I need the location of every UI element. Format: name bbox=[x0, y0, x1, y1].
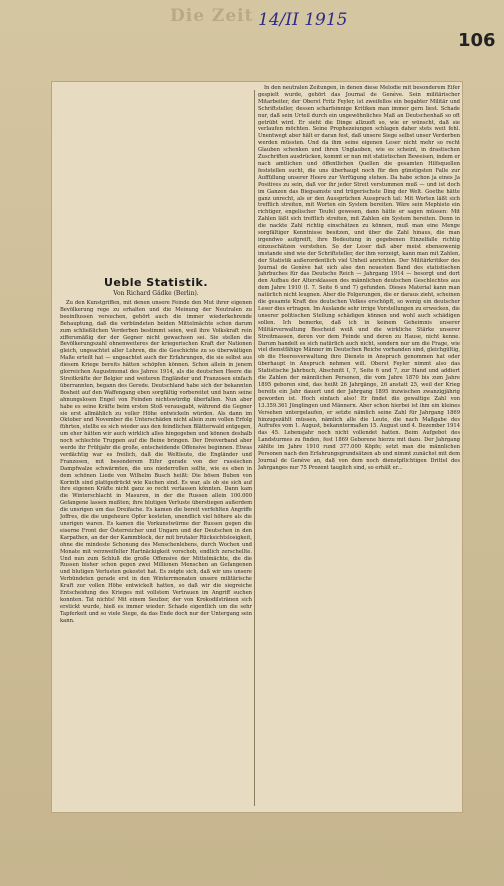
article-body-right: In den neutralen Zeitungen, in denen diese Melodie mit besonderem Eifer gespielt wurde, gehört das Journal de Genève. Sein militärischer Mitarbeiter, der Oberst Fritz Feyler, ist zweifellos ein begabter Militär und Schriftsteller, dessen scharfsinnige Kritiken man immer gern liest. Schade nur, daß sein Urteil durch ein ungewöhnliches Maß an Deutschenhaß so oft getrübt wird. Er sieht die Dinge allzuoft so, wie er wünscht, daß sie verlaufen möchten. Seine Prophezeiungen schlagen daher stets weit fehl. Unentwegt aber hält er daran fest, daß unsere Siege selbst unser Verderben werden müssten. Und da ihm seine eigenen Leser nicht mehr so recht Glauben schenken und ihren Unglauben, wie es scheint, in drastischen Zuschriften ausdrücken, kommt er nun mit statistischen Beweisen, indem er nach amtlichen und öffentlichen Quellen die gesamten Hilfsquellen feststellen sucht, die uns überhaupt noch für den günstigsten Falle zur Auffüllung unserer Heere zur Verfügung stehen. Da habe schon ja eines Ja Positives zu sein, daß vor ihr jeder Streit verstummen muß — und ist doch im Ganzen das Biegsamste und trügerischste Ding der Welt. Goethe hätte ganz unrecht, als er den Aussprüchen Ausspruch tat: Mit Worten läßt sich trefflich streiten, mit Worten ein System bereiten. Wäre sein Mephisto ein richtiger, engelischer Teufel gewesen, dann hätte er sagen müssen: Mit Zahlen läßt sich trefflich streiten, mit Zahlen ein System bereiten. Denn in die nackte Zahl richtig einschätzen zu können, muß man eine Menge sorgfältiger Kenntnisse besitzen, und über die Zahl hinaus, die man irgendwo aufgreift, ihre Bedeutung in gegebenen Einzelfalle richtig einzuschätzen verstehen. So der Leser daß aber meist ebensowenig imstande sind wie der Schriftsteller, der ihm vorzeigt, kann man mit Zahlen, der Statistik außerordentlich viel Unheil anrichten. Der Militärkritiker des Journal de Genève hat sich also den neuesten Band des statistischen Jahrbuches für das Deutsche Reich — Jahrgang 1914 — besorgt und dort den Aufbau der Altersklassen des männlichen deutschen Geschlechtes aus dem Jahre 1910 (I. 7. Seite 6 und 7) gefunden. Dieses Material kann man natürlich nicht leugnen. Aber die Folgerungen, die er daraus zieht, scheinen die gesamte Kraft des deutschen Volkes erschöpft, so wenig ein deutscher Leser dies ertragen. Im Auslande sehr irrige Vorstellungen zu erwecken, die unserer politischen Stellung schädigen können und wohl auch schädigen sollen. Ich bemerke, daß ich in keinem Geheimnis unserer Militärverwaltung Bescheid weiß und die wirkliche Stärke unserer Streitmassen, deren vor dem Feinde und deren zu Hause, nicht kenne. Darum handelt es sich natürlich auch nicht, sondern nur um die Frage, wie viel dienstfähige Männer im Deutschen Reiche vorhanden sind, gleichgültig, ob die Heeresverwaltung ihre Dienste in Anspruch genommen hat oder überhaupt in Anspruch nehmen will. Oberst Feyler nimmt also das Statistische Jahrbuch, Abschnitt I, 7, Seite 6 und 7, zur Hand und addiert die Zahlen der männlichen Personen, die vom Jahre 1870 bis zum Jahre 1895 geboren sind, das heißt 26 Jahrgänge, 26 anstatt 25, weil der Krieg bereits ein Jahr dauert und der Jahrgang 1895 inzwischen zwanzigjährig geworden ist. Hoch einfach also! Er findet die gewaltige Zahl von 13.359.361 Jünglingen und Männern. Aber schon hierbei ist ihm ein kleines Versehen untergelaufen, er setzte nämlich seine Zahl für Jahrgang 1869 hinzugezählt müssen, nämlich alle die Leute, die nach Maßgabe des Aufrufes vom 1. August, bekanntermaßen 15. August und 4. Dezember 1914 das 45. Lebensjahr noch nicht vollendet hatten. Beim Aufgebot des Landsturmes zu finden, fest 1869 Geborene hierzu mit dazu. Der Jahrgang zählte im Jahre 1910 rund 377.000 Köpfe; setzt man die männlichen Personen nach den Erfahrungsgrundsätzen ab und nimmt zunächst mit dem Journal de Genève an, daß von dem noch dienstpflichtigen Drittel des Jahrganges nur 75 Prozent tauglich sind, so erhält er... bbox=[258, 85, 460, 471]
handwritten-date: 14/II 1915 bbox=[258, 10, 348, 30]
article-title: Ueble Statistik. bbox=[103, 276, 209, 289]
article-column-right bbox=[258, 82, 460, 812]
column-divider bbox=[254, 90, 255, 806]
newspaper-stamp: Die Zeit bbox=[170, 6, 254, 26]
article-column-left bbox=[60, 268, 252, 810]
page-number: 106 bbox=[458, 30, 496, 51]
article-byline: Von Richard Gädke (Berlin). bbox=[113, 290, 199, 297]
article-body-left: Zu den Kunstgriffen, mit denen unsere Feinde den Mut ihrer eigenen Bevölkerung rege zu erhalten und die Meinung der Neutralen zu beeinflussen versuchen, gehört auch die immer wiederkehrende Behauptung, daß die verbündeten beiden Mittelmächte schon darum zum schließlichen Verderben bestimmt seien, weil ihre Volkskraft rein zifferumäßig der der Gegner nicht gewachsen sei. Sie stellen die Bevölkerungszahl ohnenweiteres der kriegerischen Kraft der Nationen gleich, ungeachtet aller Lehren, die die Geschichte zu so überwältigen Maße erteilt hat — ungeachtet auch der Erfahrungen, die sie selbst aus diesem Kriege bereits hätten schöpfen können. Schon allein in jenem glorreichen Augustmonat des Jahres 1914, als die deutschen Heere die Streitkräfte der Belgier und weiteren Engländer und Franzosen einfach überrannten, begann des Gerede. Deutschland habe sich der bekannten Bosheit auf den Waffengang eben sorgfältig vorbereitet und bann seine ahnungslosen Engel von Feinden nichtswürdig überfallen. Nun aber habe es seine Kräfte beim ersten Stoß verausgabt, während die Gegner sie erst allmählich zu voller Höhe entwickeln würden. Als dann im Oktober und November die Unterschäden nicht allein zum vollen Erfolg führten, stellte es sich wieder aus den feindlichen Blätterwald entgegen, um eher hätten wir auch wirklich alles hingegeben und können deshalb noch schlechte Truppen auf die Beine bringen. Der Dreiverband aber werde ihr Frühjahr die große, entscheidende Offensive beginnen. Etwas verdächtig war es freilich, daß die Weltleute, die Engländer und Franzosen, mit besonderem Eifer gerade von der russischen Dampfwalze schwärmten, die uns niederrollen sollte, wie es eben in dem schönen Liede von Wilhelm Busch heißt: Die bösen Buben von Korinth sind plattgedrückt wie Kuchen sind. Es war, als ob sie sich auf ihre eigenen Kräfte nicht ganz so recht verlassen könnten. Dann kam die Winterschlacht in Masuren, in der die Russen allein 100.000 Gefangene lassen mußten; ihre blutigen Verluste überstiegen außerdem die unsrigen um das Dreifache. Es kamen die bereit verfehlten Angriffe Joffres, die die ungeheure Opfer kosteten, unendlich viel höhere als die unsrigen waren. Es kamen die Vorkunstwürme der Russen gegen die eiserne Front der Österreicher und Ungarn und der Deutschen in den Karpathen, an der der Kammblock, der mit brutaler Rücksichtslosigkeit, ohne die mindeste Schonung des Menschenlebens, durch Wochen und Monate mit verzweifelter Hartnäckigkeit vorschob, endlich zerschellte. Und nun zum Schluß die große Offensive der Mittelmächte, die die Russen bisher schon gegen zwei Millionen Menschen an Gefangenen und blutigen Verlusten gekostet hat. Es zeigte sich, daß wir uns unsere Verbündeten gerade erst in den Winterrmonaten unsere militärische Kraft zur vollen Höhe entwickelt hatten, so daß wir die siegreiche Entscheidung des Krieges mit vollstem Vertrauen im Angriff suchen konnten. Tat nichts! Mit einem Seufzer, der von Krokodilstränen sich erstickt wurde, hieß es immer wieder: Schade eigentlich um die sehr Tapferkeit und so viele Siege, da das Ende doch nur der Untergang sein kann. bbox=[60, 300, 252, 624]
